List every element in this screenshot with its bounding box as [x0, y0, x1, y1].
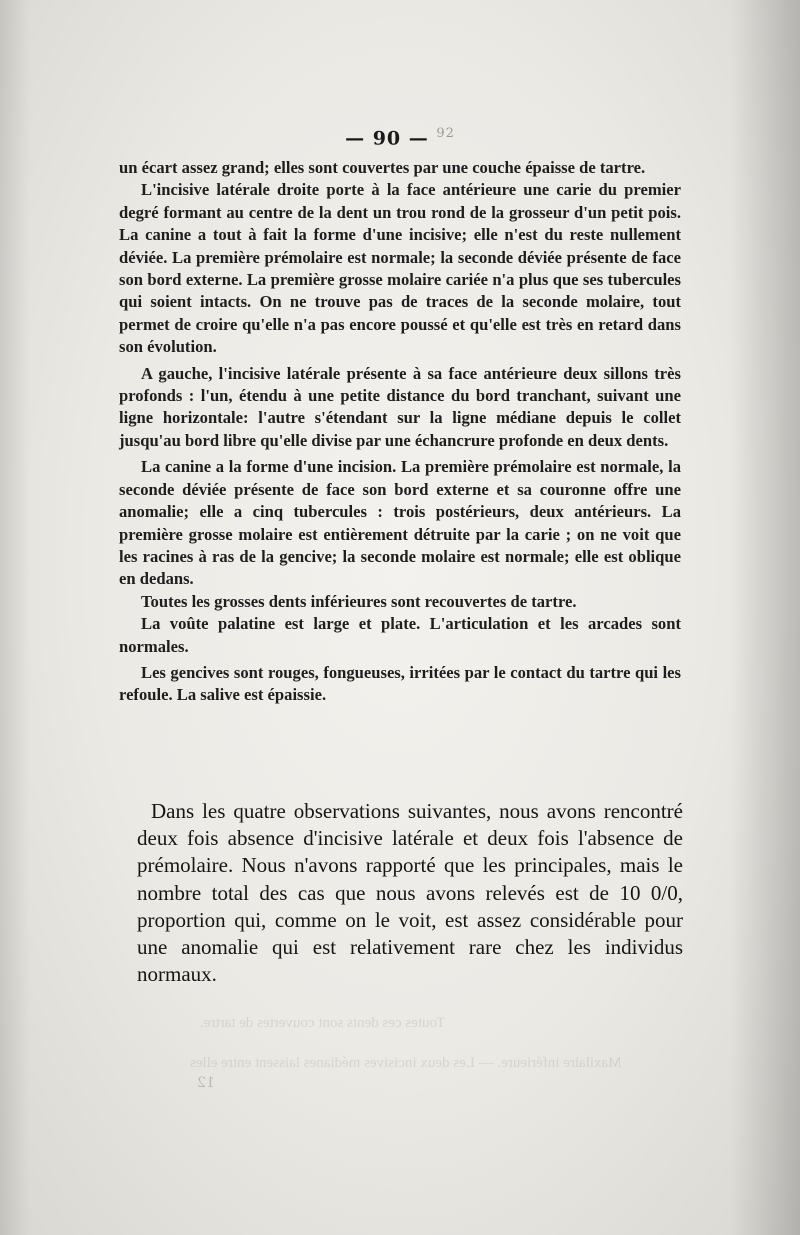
bleed-through-text: Toutes ces dents sont couvertes de tartre.: [200, 1015, 446, 1031]
paragraph: A gauche, l'incisive latérale présente à sa face antérieure deux sillons très profonds : l'un, étendu à une petite distance du bord tranchant, suivant une ligne horizontale: l'autre s'étendant sur la ligne médiane depuis le collet jusqu'au bord libre qu'elle divise par une échancrure profonde en deux dents.: [119, 363, 681, 450]
page-number-overprint: 92: [436, 126, 455, 141]
signature-mark: 12: [197, 1075, 215, 1091]
conclusion-block: [137, 798, 683, 988]
paragraph: un écart assez grand; elles sont couvertes par une couche épaisse de tartre.: [119, 158, 646, 177]
observation-text: [119, 157, 681, 707]
page-edge-shadow: [730, 0, 800, 1235]
paragraph: L'incisive latérale droite porte à la face antérieure une carie du premier degré formant au centre de la dent un trou rond de la grosseur d'un petit pois. La canine a tout à fait la forme d'une incisive; elle n'est du reste nullement déviée. La première prémolaire est normale; la seconde déviée présente de face son bord externe. La première grosse molaire cariée n'a plus que ses tubercules qui soient intacts. On ne trouve pas de traces de la seconde molaire, tout permet de croire qu'elle n'a pas encore poussé et qu'elle est très en retard dans son évolution.: [119, 180, 681, 357]
paragraph: Les gencives sont rouges, fongueuses, irritées par le contact du tartre qui les refoule. La salive est épaissie.: [119, 662, 681, 705]
conclusion-paragraph: Dans les quatre observations suivantes, nous avons rencontré deux fois absence d'incisive latérale et deux fois l'absence de prémolaire. Nous n'avons rapporté que les principales, mais le nombre total des cas que nous avons relevés est de 10 0/0, proportion qui, comme on le voit, est assez considérable pour une anomalie qui est relativement rare chez les individus normaux.: [137, 799, 683, 987]
paragraph: La voûte palatine est large et plate. L'articulation et les arcades sont normales.: [119, 614, 681, 656]
paragraph: Toutes les grosses dents inférieures sont recouvertes de tartre.: [141, 591, 577, 611]
page-header: [0, 126, 800, 149]
paragraph: La canine a la forme d'une incision. La première prémolaire est normale, la seconde déviée présente de face son bord externe et sa couronne offre une anomalie; elle a cinq tubercules : trois postérieurs, deux antérieurs. La première grosse molaire est entièrement détruite par la carie ; on ne voit que les racines à ras de la gencive; la seconde molaire est normale; elle est oblique en dedans.: [119, 457, 681, 589]
binding-shadow: [0, 0, 30, 1235]
page-number: — 90 —: [345, 127, 429, 150]
bleed-through-text: Maxilaire inférieure. — Les deux incisives médianes laissent entre elles: [190, 1055, 622, 1071]
